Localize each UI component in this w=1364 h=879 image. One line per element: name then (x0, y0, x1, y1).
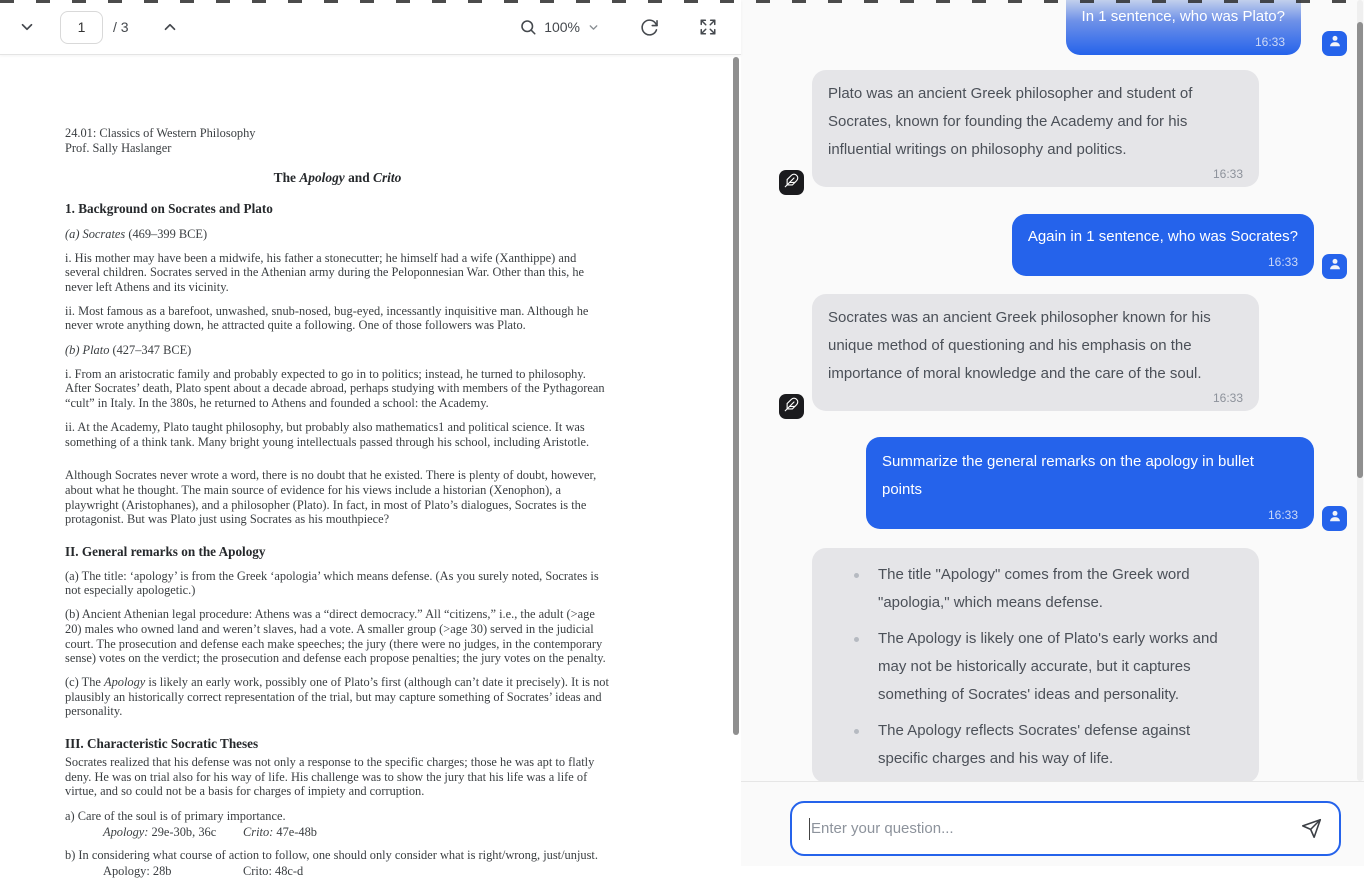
message-time: 16:33 (1254, 35, 1285, 49)
page-total-label: / 3 (113, 19, 129, 35)
chevron-up-icon[interactable] (161, 18, 179, 36)
message-text: Plato was an ancient Greek philosopher and student of Socrates, known for founding the Academy and for his influential writings on philosophy and politics. (828, 85, 1193, 158)
feather-icon (784, 397, 799, 417)
cropped-top-edge (0, 0, 1364, 3)
person-icon (1327, 33, 1343, 54)
plato-subheading: (b) Plato (427–347 BCE) (65, 343, 192, 358)
paragraph: i. His mother may have been a midwife, his father a stonecutter; he himself had a wife (Xanthippe) and several children. Socrates served in the Athenian army during the Peloponnesian War. Other than this, he never left Athens and its vicinity. (65, 250, 585, 294)
assistant-message (812, 294, 1259, 411)
professor-line: Prof. Sally Haslanger (65, 140, 172, 155)
section-3-heading: III. Characteristic Socratic Theses (65, 736, 259, 752)
message-time: 16:33 (1212, 391, 1243, 405)
message-time: 16:33 (1212, 167, 1243, 181)
message-text: In 1 sentence, who was Plato? (1081, 8, 1285, 25)
paragraph: i. From an aristocratic family and probably expected to go in to politics; instead, he turned to philosophy. After Socrates’ death, Plato spent about a decade abroad, perhaps studying with members of the Pythagorean “cult” in Italy. In the 380s, he returned to Athens and founded a school: the Academy. (65, 366, 605, 411)
assistant-message (812, 548, 1259, 783)
chat-pane (741, 0, 1364, 866)
chat-scrollbar-thumb[interactable] (1357, 22, 1363, 478)
zoom-control[interactable] (519, 18, 600, 36)
message-time: 16:33 (1267, 508, 1298, 522)
user-avatar (1322, 506, 1347, 531)
refresh-icon[interactable] (640, 18, 659, 37)
paragraph: ii. At the Academy, Plato taught philosophy, but probably also mathematics1 and political science. It was something of a think tank. Many bright young intellectuals passed through his school, including Aristotle. (65, 419, 590, 449)
thesis-a-references: Apology: 29e-30b, 36c Crito: 47e-48b (103, 824, 317, 839)
chevron-down-icon[interactable] (18, 18, 36, 36)
person-icon (1327, 508, 1343, 529)
thesis-a: a) Care of the soul is of primary importance. (65, 808, 286, 823)
assistant-message (812, 70, 1259, 187)
course-line: 24.01: Classics of Western Philosophy (65, 126, 256, 140)
assistant-avatar (779, 394, 804, 419)
page-number-input[interactable] (60, 11, 103, 44)
assistant-avatar (779, 170, 804, 195)
chat-input-container (790, 801, 1341, 856)
fullscreen-icon[interactable] (699, 18, 717, 36)
bullet-point: The Apology is likely one of Plato's early works and may not be historically accurate, but it captures something of Socrates' ideas and personality. (830, 625, 1241, 709)
chevron-down-icon (587, 21, 600, 34)
pdf-scrollbar-thumb[interactable] (733, 57, 739, 735)
socrates-subheading: (a) Socrates (469–399 BCE) (65, 226, 208, 241)
paragraph: Although Socrates never wrote a word, there is no doubt that he existed. There is plenty of doubt, however, about what he thought. The main source of evidence for his views include a historian (Xenophon), a playwright (Aristophanes), and a philosopher (Plato). In fact, in most of Plato’s dialogues, Socrates is the protagonist. But was Plato just using Socrates as his mouthpiece? (65, 468, 597, 527)
paragraph: ii. Most famous as a barefoot, unwashed, snub-nosed, bug-eyed, incessantly inquisitive man. Although he never wrote anything down, he attracted quite a following. One of those followers was Plato. (65, 303, 589, 333)
paragraph: (c) The Apology is likely an early work, possibly one of Plato’s first (although can’t date it precisely). It is not plausibly an historically correct representation of the trial, but may capture something of Socrates’ ideas and personality. (65, 674, 609, 719)
section-2-heading: II. General remarks on the Apology (65, 544, 266, 560)
paragraph: (a) The title: ‘apology’ is from the Greek ‘apologia’ which means defense. (As you surely noted, Socrates is not especially apologetic.) (65, 568, 599, 598)
bullet-point: The Apology reflects Socrates' defense against specific charges and his way of life. (830, 717, 1241, 773)
feather-icon (784, 173, 799, 193)
thesis-b-references: Apology: 28b Crito: 48c-d (103, 864, 304, 879)
pdf-toolbar (0, 0, 741, 55)
message-text: Again in 1 sentence, who was Socrates? (1027, 228, 1298, 245)
user-message (1066, 0, 1301, 55)
chat-message-list (741, 0, 1364, 781)
zoom-level-label: 100% (544, 19, 580, 35)
chat-input-bar (741, 781, 1364, 866)
user-message (866, 437, 1314, 529)
document-content (0, 55, 610, 879)
paragraph: (b) Ancient Athenian legal procedure: Athens was a “direct democracy.” All “citizens,” i.e., the adult (>age 20) males who owned land and weren’t slaves, had a vote. A smaller group (>age 30) served in the judicial court. The prosecution and defense each make speeches; the jury (there were no judges, in the contemporary sense) votes on the verdict; the prosecution and defense each propose penalties; the jury votes on the penalty. (65, 607, 606, 666)
user-message (1012, 214, 1314, 276)
person-icon (1327, 256, 1343, 277)
text-cursor (809, 818, 810, 840)
pdf-document-page (0, 55, 741, 879)
bullet-point: The title "Apology" comes from the Greek word "apologia," which means defense. (830, 561, 1241, 617)
thesis-b: b) In considering what course of action to follow, one should only consider what is right/wrong, just/unjust. (65, 848, 598, 863)
section-1-heading: 1. Background on Socrates and Plato (65, 201, 273, 217)
message-time: 16:33 (1267, 255, 1298, 269)
question-input[interactable] (811, 820, 1299, 837)
user-avatar (1322, 254, 1347, 279)
search-icon (519, 18, 537, 36)
send-button[interactable] (1299, 817, 1323, 841)
message-text: Socrates was an ancient Greek philosopher known for his unique method of questioning and his emphasis on the importance of moral knowledge and the care of the soul. (828, 309, 1211, 382)
paragraph: Socrates realized that his defense was not only a response to the specific charges; those he was apt to flatly deny. He was on trial also for his way of life. His challenge was to show the jury that his life was a life of virtue, and so could not be a basis for charges of impiety and corruption. (65, 754, 595, 799)
user-avatar (1322, 31, 1347, 56)
document-title: The Apology and Crito (273, 170, 402, 186)
message-text: Summarize the general remarks on the apology in bullet points (882, 453, 1254, 498)
